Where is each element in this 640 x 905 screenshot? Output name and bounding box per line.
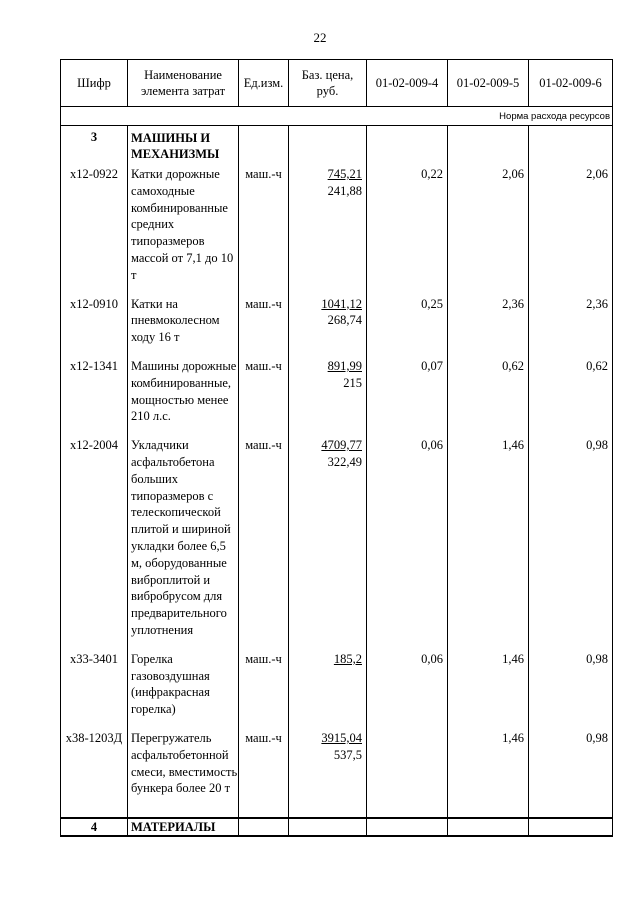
table-row (61, 354, 613, 425)
resource-name: Катки на пневмоколесном ходу 16 т (128, 292, 239, 346)
norm-col1: 0,22 (367, 162, 448, 284)
norm-col2: 1,46 (448, 433, 529, 639)
header-unit: Ед.изм. (239, 60, 289, 107)
header-col1: 01-02-009-4 (367, 60, 448, 107)
price-secondary: 268,74 (327, 313, 362, 328)
section-3-row (61, 126, 613, 163)
norm-label: Норма расхода ресурсов (61, 107, 613, 126)
resource-unit: маш.-ч (239, 354, 289, 425)
table-row (61, 433, 613, 639)
norm-col3: 0,98 (529, 647, 613, 718)
table-row (61, 162, 613, 284)
resource-name: Перегружатель асфальтобетонной смеси, вместимость бункера более 20 т (128, 726, 239, 797)
price-primary: 4709,77 (321, 438, 362, 453)
resource-name: Машины дорожные комбинированные, мощностью менее 210 л.с. (128, 354, 239, 425)
resource-code: х33-3401 (61, 647, 128, 718)
resource-unit: маш.-ч (239, 162, 289, 284)
price-primary: 745,21 (327, 167, 362, 181)
header-price: Баз. цена, руб. (289, 60, 367, 107)
section-title: МАТЕРИАЛЫ (128, 818, 239, 836)
header-col2: 01-02-009-5 (448, 60, 529, 107)
section-number: 4 (61, 818, 128, 836)
resource-name: Катки дорожные самоходные комбинированные средних типоразмеров массой от 7,1 до 10 т (128, 162, 239, 284)
price-primary: 185,2 (333, 651, 362, 666)
norm-col3: 0,98 (529, 726, 613, 797)
resource-unit: маш.-ч (239, 726, 289, 797)
resource-code: х12-0922 (61, 162, 128, 284)
price-secondary: 537,5 (333, 747, 362, 762)
table-row (61, 647, 613, 718)
norm-col1: 0,25 (367, 292, 448, 346)
norm-col1: 0,07 (367, 354, 448, 425)
norm-col1: 0,06 (367, 647, 448, 718)
norm-col3: 2,06 (529, 162, 613, 284)
page-number: 22 (313, 30, 327, 45)
section-number: 3 (61, 126, 128, 163)
resource-name: Горелка газовоздушная (инфракрасная горелка) (128, 647, 239, 718)
norm-col2: 2,36 (448, 292, 529, 346)
norm-col1 (367, 726, 448, 797)
table-row (61, 292, 613, 346)
resource-unit: маш.-ч (239, 292, 289, 346)
resource-price (289, 647, 367, 718)
norm-col2: 2,06 (448, 162, 529, 284)
norm-col3: 0,62 (529, 354, 613, 425)
price-secondary: 241,88 (327, 183, 362, 198)
resource-price (289, 292, 367, 346)
header-name: Наименование элемента затрат (128, 60, 239, 107)
norm-col2: 1,46 (448, 726, 529, 797)
resource-price (289, 162, 367, 284)
resource-code: х12-0910 (61, 292, 128, 346)
price-primary: 1041,12 (321, 296, 362, 311)
section-title: МАШИНЫ И МЕХАНИЗМЫ (128, 126, 239, 163)
norm-col2: 1,46 (448, 647, 529, 718)
section-4-row (61, 818, 613, 836)
price-primary: 3915,04 (321, 730, 362, 745)
resource-table (60, 59, 613, 837)
header-row (61, 60, 613, 107)
header-col3: 01-02-009-6 (529, 60, 613, 107)
price-primary: 891,99 (327, 358, 362, 373)
price-secondary: 215 (343, 375, 362, 390)
norm-col3: 0,98 (529, 433, 613, 639)
resource-code: х38-1203Д (61, 726, 128, 797)
resource-code: х12-2004 (61, 433, 128, 639)
resource-code: х12-1341 (61, 354, 128, 425)
norm-col3: 2,36 (529, 292, 613, 346)
price-secondary: 322,49 (327, 454, 362, 469)
norm-col2: 0,62 (448, 354, 529, 425)
resource-price (289, 354, 367, 425)
resource-unit: маш.-ч (239, 647, 289, 718)
resource-price (289, 726, 367, 797)
norm-row (61, 107, 613, 126)
resource-unit: маш.-ч (239, 433, 289, 639)
table-row (61, 726, 613, 797)
resource-name: Укладчики асфальтобетона больших типоразмеров с телескопической плитой и шириной укладки более 6,5 м, оборудованные виброплитой и вибробрусом для предварительного уплотнения (128, 433, 239, 639)
resource-price (289, 433, 367, 639)
norm-col1: 0,06 (367, 433, 448, 639)
header-code: Шифр (61, 60, 128, 107)
